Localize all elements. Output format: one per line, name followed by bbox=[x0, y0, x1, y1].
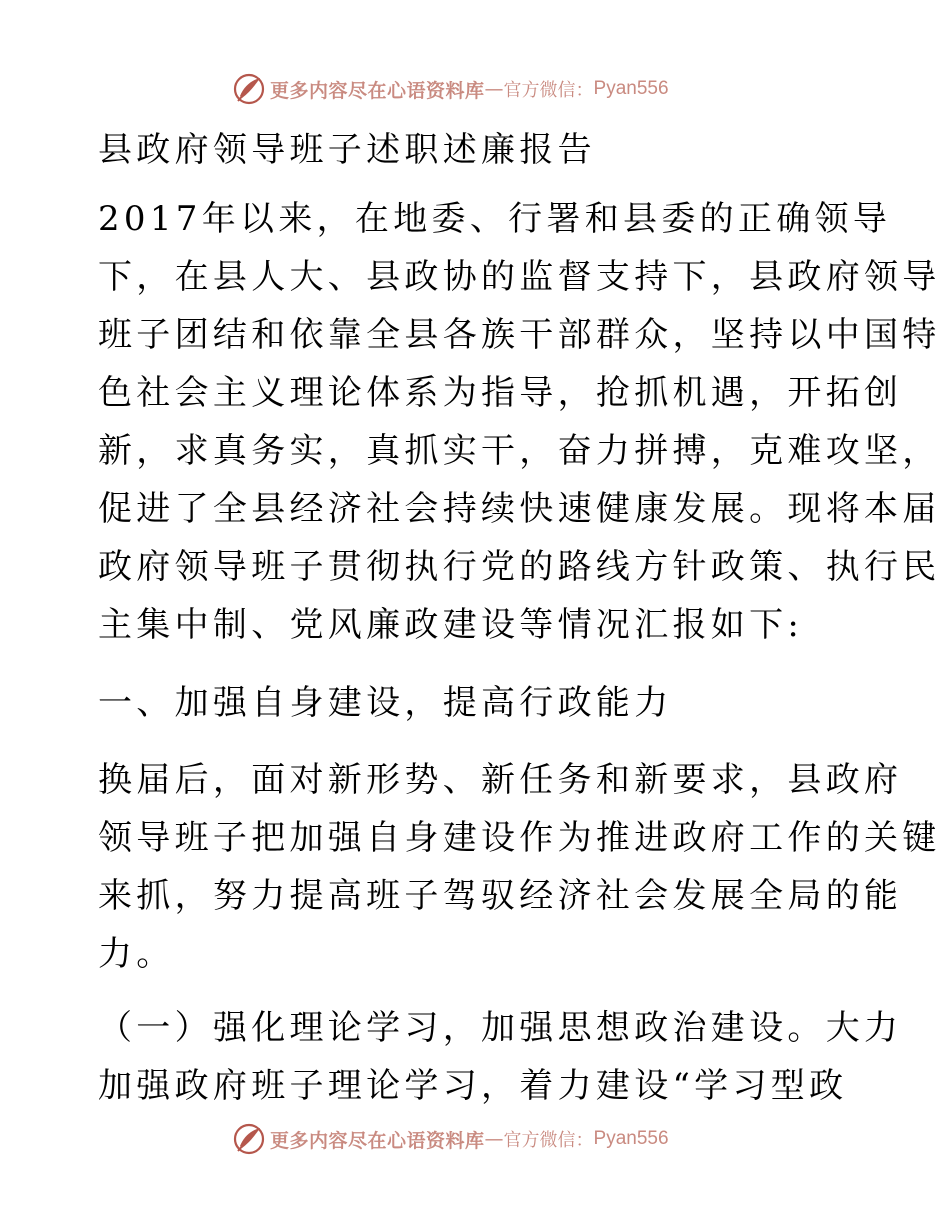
subsection-paragraph-line: （一）强化理论学习，加强思想政治建设。大力 bbox=[98, 1008, 903, 1048]
feather-pen-logo-icon bbox=[232, 72, 266, 106]
document-title: 县政府领导班子述职述廉报告 bbox=[98, 130, 596, 170]
section-paragraph-line: 来抓，努力提高班子驾驭经济社会发展全局的能 bbox=[98, 876, 903, 916]
subsection-paragraph-line: 加强政府班子理论学习，着力建设“学习型政 bbox=[98, 1066, 848, 1106]
intro-paragraph-line: 主集中制、党风廉政建设等情况汇报如下: bbox=[98, 605, 804, 645]
intro-paragraph-line: 下，在县人大、县政协的监督支持下，县政府领导 bbox=[98, 257, 941, 297]
feather-pen-logo-icon bbox=[232, 1122, 266, 1156]
header-wechat-id: Pyan556 bbox=[593, 78, 669, 99]
intro-paragraph-line: 新，求真务实，真抓实干，奋力拼搏，克难攻坚， bbox=[98, 431, 941, 471]
section-heading: 一、加强自身建设，提高行政能力 bbox=[98, 683, 673, 723]
intro-paragraph-line: 班子团结和依靠全县各族干部群众，坚持以中国特 bbox=[98, 315, 941, 355]
section-paragraph-line: 力。 bbox=[98, 934, 175, 974]
footer-wechat-id: Pyan556 bbox=[593, 1128, 669, 1149]
section-paragraph-line: 换届后，面对新形势、新任务和新要求，县政府 bbox=[98, 760, 903, 800]
header-watermark-banner bbox=[232, 72, 752, 106]
footer-separator: — bbox=[484, 1128, 504, 1150]
intro-paragraph-line: 2017年以来，在地委、行署和县委的正确领导 bbox=[98, 199, 892, 239]
intro-paragraph-line: 促进了全县经济社会持续快速健康发展。现将本届 bbox=[98, 489, 941, 529]
intro-paragraph-line: 政府领导班子贯彻执行党的路线方针政策、执行民 bbox=[98, 547, 941, 587]
intro-paragraph-line: 色社会主义理论体系为指导，抢抓机遇，开拓创 bbox=[98, 373, 903, 413]
header-wechat-label: 官方微信： bbox=[503, 80, 594, 101]
footer-wechat-label: 官方微信： bbox=[503, 1130, 594, 1151]
section-paragraph-line: 领导班子把加强自身建设作为推进政府工作的关键 bbox=[98, 818, 941, 858]
footer-watermark-banner bbox=[232, 1122, 752, 1156]
header-separator: — bbox=[484, 78, 504, 100]
header-promo-text: 更多内容尽在心语资料库 bbox=[270, 79, 485, 102]
footer-promo-text: 更多内容尽在心语资料库 bbox=[270, 1129, 485, 1152]
